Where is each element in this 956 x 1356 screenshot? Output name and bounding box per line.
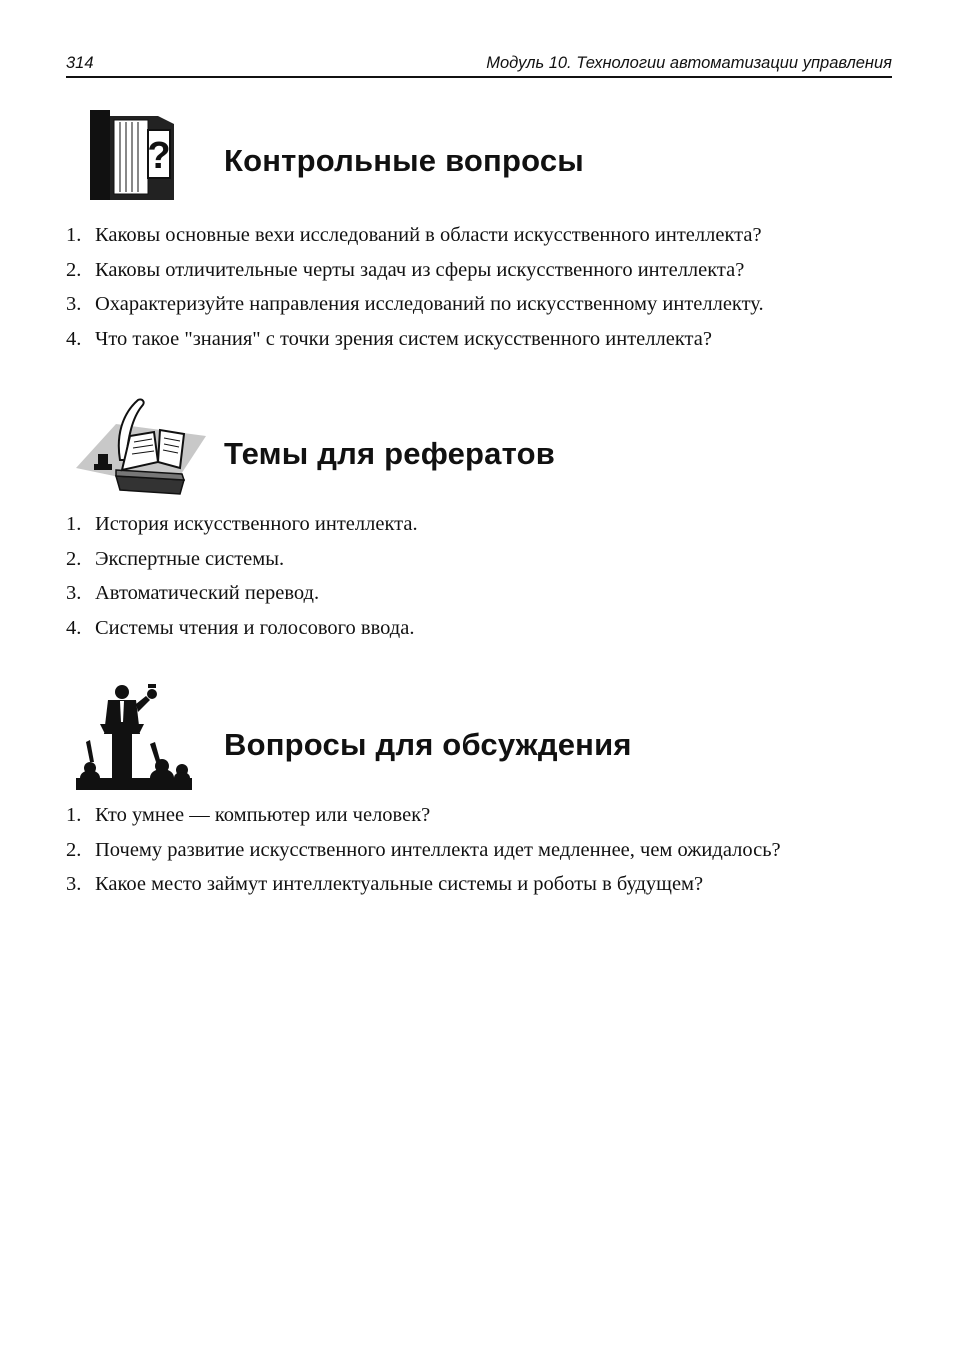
- item-text: Автоматический перевод.: [95, 582, 320, 604]
- item-text: Какое место займут интеллектуальные системы и роботы в будущем?: [95, 873, 704, 895]
- page-number: 314: [66, 54, 94, 72]
- list-item: [66, 322, 896, 357]
- list-item: [66, 542, 896, 577]
- item-number: 3.: [66, 582, 82, 604]
- essay-topics-list: [66, 507, 896, 645]
- item-number: 4.: [66, 616, 82, 639]
- list-item: [66, 218, 896, 253]
- item-number: 2.: [66, 838, 82, 861]
- svg-text:?: ?: [147, 135, 171, 177]
- section-title-control-questions: Контрольные вопросы: [224, 143, 584, 178]
- speaker-podium-icon: [76, 682, 192, 792]
- discussion-questions-list: [66, 798, 896, 902]
- control-questions-list: [66, 218, 896, 356]
- section-title-essay-topics: Темы для рефератов: [224, 436, 555, 471]
- item-number: 2.: [66, 547, 82, 570]
- item-number: 1.: [66, 804, 82, 826]
- item-text: Кто умнее — компьютер или человек?: [95, 804, 431, 826]
- item-text: Охарактеризуйте направления исследований по искусственному интеллекту.: [95, 293, 764, 315]
- item-text: Каковы основные вехи исследований в области искусственного интеллекта?: [95, 224, 762, 246]
- item-number: 3.: [66, 293, 82, 315]
- item-text: История искусственного интеллекта.: [95, 513, 418, 535]
- list-item: [66, 287, 896, 322]
- item-number: 4.: [66, 327, 82, 350]
- list-item: [66, 833, 896, 868]
- page-header: [66, 54, 892, 78]
- item-text: Системы чтения и голосового ввода.: [95, 616, 415, 639]
- list-item: [66, 798, 896, 833]
- quill-book-icon: [76, 396, 216, 500]
- list-item: [66, 611, 896, 646]
- item-number: 2.: [66, 258, 82, 281]
- item-number: 1.: [66, 224, 82, 246]
- list-item: [66, 253, 896, 288]
- list-item: [66, 576, 896, 611]
- item-text: Экспертные системы.: [95, 547, 285, 570]
- item-number: 1.: [66, 513, 82, 535]
- book-question-icon: [86, 108, 182, 204]
- running-title: Модуль 10. Технологии автоматизации управления: [486, 54, 892, 72]
- item-text: Почему развитие искусственного интеллекта идет медленнее, чем ожидалось?: [95, 838, 781, 861]
- section-title-discussion-questions: Вопросы для обсуждения: [224, 727, 632, 762]
- list-item: [66, 507, 896, 542]
- item-text: Каковы отличительные черты задач из сферы искусственного интеллекта?: [95, 258, 745, 281]
- item-text: Что такое "знания" с точки зрения систем искусственного интеллекта?: [95, 327, 712, 350]
- item-number: 3.: [66, 873, 82, 895]
- list-item: [66, 867, 896, 902]
